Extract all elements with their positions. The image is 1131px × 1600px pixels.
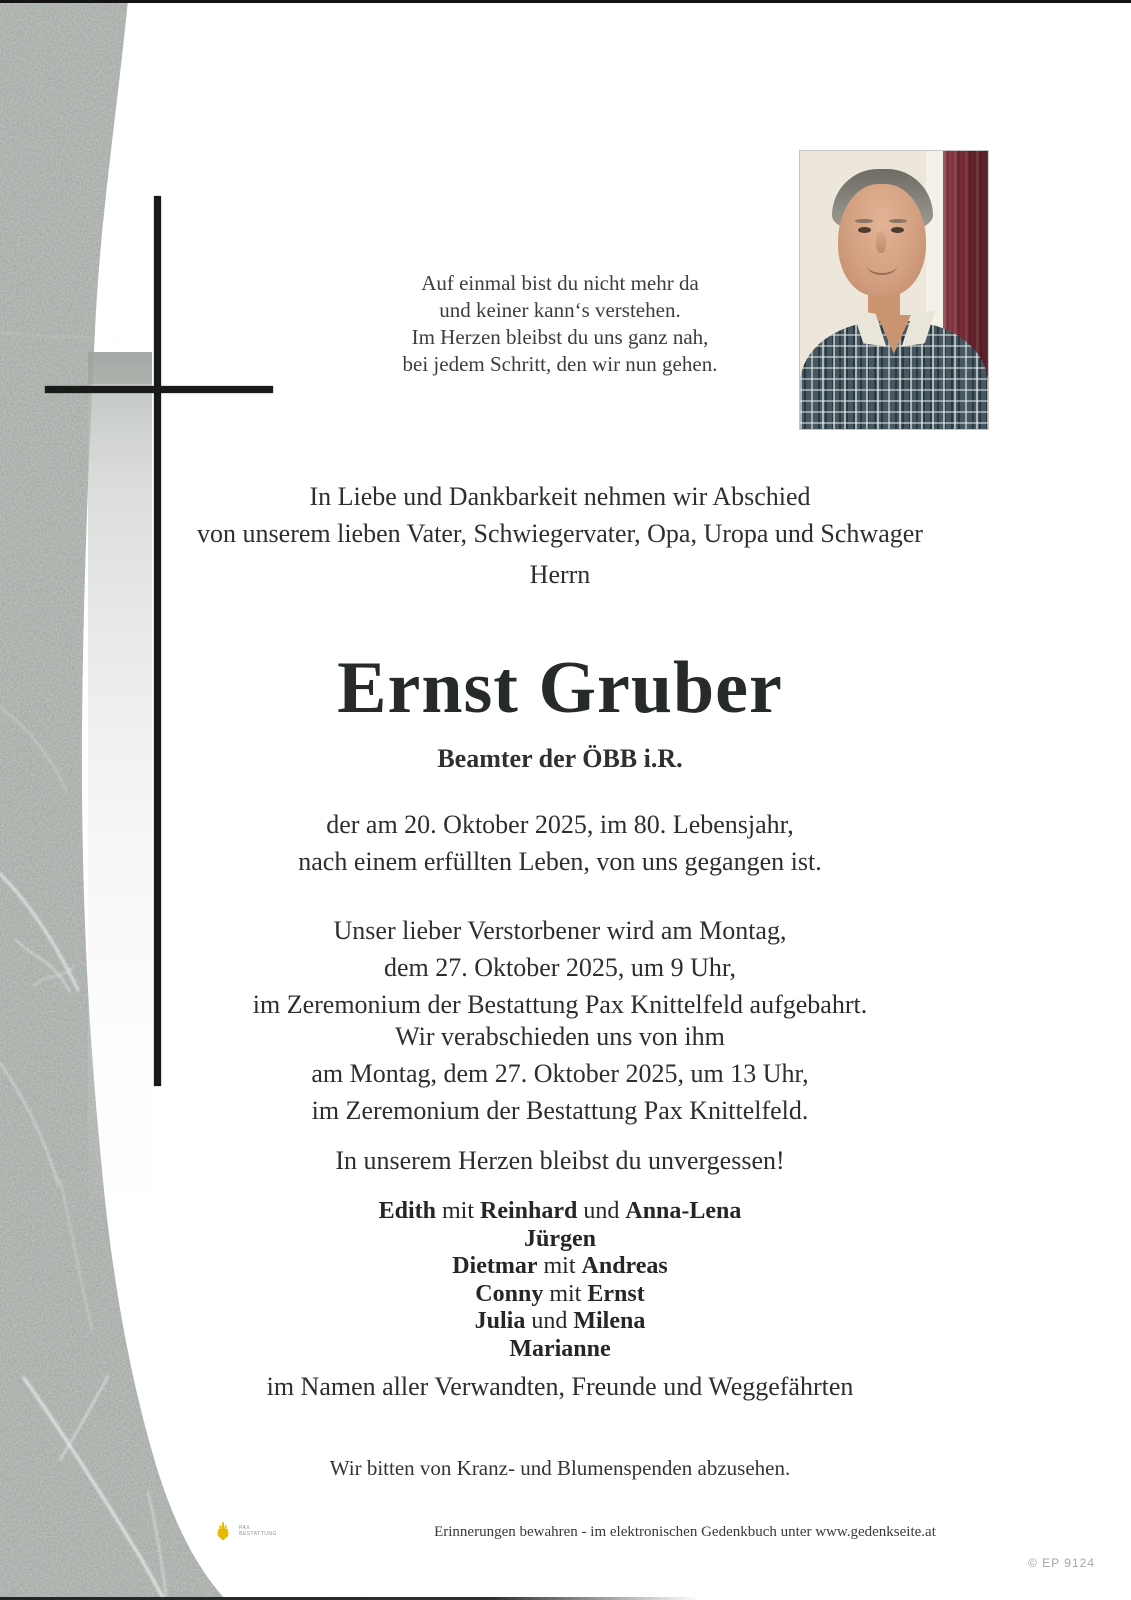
family-line bbox=[185, 1308, 935, 1336]
text-line: dem 27. Oktober 2025, um 9 Uhr, bbox=[383, 953, 737, 982]
family-name-segment: Edith bbox=[378, 1198, 436, 1224]
family-list bbox=[185, 1198, 935, 1363]
cross-shadow-stripe-cap bbox=[88, 352, 152, 384]
text-line: im Zeremonium der Bestattung Pax Knittelfeld aufgebahrt. bbox=[252, 990, 868, 1019]
funeral-home-logo-text: PAX BESTATTUNG bbox=[239, 1525, 277, 1537]
family-name-segment: Conny bbox=[475, 1280, 544, 1307]
family-name-segment: mit bbox=[537, 1253, 582, 1279]
deceased-occupation: Beamter der ÖBB i.R. bbox=[437, 744, 683, 773]
family-name-segment: Dietmar bbox=[452, 1253, 538, 1279]
text-line: der am 20. Oktober 2025, im 80. Lebensjahr, bbox=[326, 810, 794, 839]
family-name-segment: Anna-Lena bbox=[625, 1198, 742, 1224]
portrait-brow bbox=[889, 219, 907, 223]
family-name-segment: Ernst bbox=[587, 1280, 645, 1307]
family-name-segment: Julia bbox=[474, 1308, 526, 1334]
salutation: Herrn bbox=[529, 560, 591, 589]
text-line: Wir verabschieden uns von ihm bbox=[395, 1022, 725, 1051]
family-name-segment: mit bbox=[435, 1198, 480, 1224]
copyright-code: © EP 9124 bbox=[1028, 1556, 1095, 1570]
family-line bbox=[185, 1281, 935, 1309]
logo-rays-icon bbox=[210, 1520, 236, 1542]
laying-out-notice bbox=[185, 912, 935, 1023]
farewell-notice bbox=[185, 1018, 935, 1129]
portrait-eye bbox=[858, 227, 871, 233]
family-name-segment: Marianne bbox=[509, 1335, 611, 1362]
text-line: Auf einmal bist du nicht mehr da bbox=[421, 271, 699, 295]
family-line bbox=[185, 1226, 935, 1254]
text-line: Unser lieber Verstorbener wird am Montag, bbox=[333, 916, 787, 945]
family-line bbox=[185, 1198, 935, 1226]
family-line bbox=[185, 1253, 935, 1281]
text-line: am Montag, dem 27. Oktober 2025, um 13 Uhr, bbox=[311, 1059, 809, 1088]
memorial-cross-vertical-bar bbox=[154, 196, 161, 1086]
text-line: von unserem lieben Vater, Schwiegervater, Opa, Uropa und Schwager bbox=[197, 519, 923, 548]
memorial-cross-horizontal-bar bbox=[45, 386, 273, 393]
funeral-home-logo bbox=[210, 1520, 277, 1542]
portrait-eye bbox=[891, 227, 904, 233]
family-name-segment: Reinhard bbox=[480, 1198, 578, 1224]
scan-edge-top bbox=[0, 0, 1131, 3]
family-line bbox=[185, 1336, 935, 1364]
family-name-segment: Milena bbox=[573, 1308, 646, 1334]
poem-block bbox=[185, 270, 935, 378]
deceased-name: Ernst Gruber bbox=[337, 647, 783, 729]
closing-line: im Namen aller Verwandten, Freunde und Weggefährten bbox=[266, 1372, 854, 1401]
family-name-segment: Andreas bbox=[581, 1253, 668, 1279]
death-notice bbox=[185, 806, 935, 880]
intro-block bbox=[185, 478, 935, 552]
remembrance-line: In unserem Herzen bleibst du unvergessen! bbox=[335, 1146, 785, 1175]
family-name-segment: und bbox=[525, 1308, 574, 1334]
text-line: bei jedem Schritt, den wir nun gehen. bbox=[402, 352, 718, 376]
family-name-segment: Jürgen bbox=[524, 1225, 596, 1252]
portrait-brow bbox=[855, 219, 873, 223]
family-name-segment: und bbox=[577, 1198, 626, 1224]
portrait-nose bbox=[876, 231, 886, 253]
text-line: Im Herzen bleibst du uns ganz nah, bbox=[411, 325, 709, 349]
cross-shadow-stripe bbox=[88, 352, 152, 1237]
footer-note: Erinnerungen bewahren - im elektronischen Gedenkbuch unter www.gedenkseite.at bbox=[434, 1524, 936, 1540]
text-line: und keiner kann‘s verstehen. bbox=[439, 298, 681, 322]
text-line: im Zeremonium der Bestattung Pax Knittelfeld. bbox=[311, 1096, 809, 1125]
family-name-segment: mit bbox=[543, 1280, 588, 1307]
donation-request: Wir bitten von Kranz- und Blumenspenden abzusehen. bbox=[329, 1456, 791, 1480]
text-line: nach einem erfüllten Leben, von uns gegangen ist. bbox=[298, 847, 822, 876]
text-line: In Liebe und Dankbarkeit nehmen wir Abschied bbox=[309, 482, 811, 511]
